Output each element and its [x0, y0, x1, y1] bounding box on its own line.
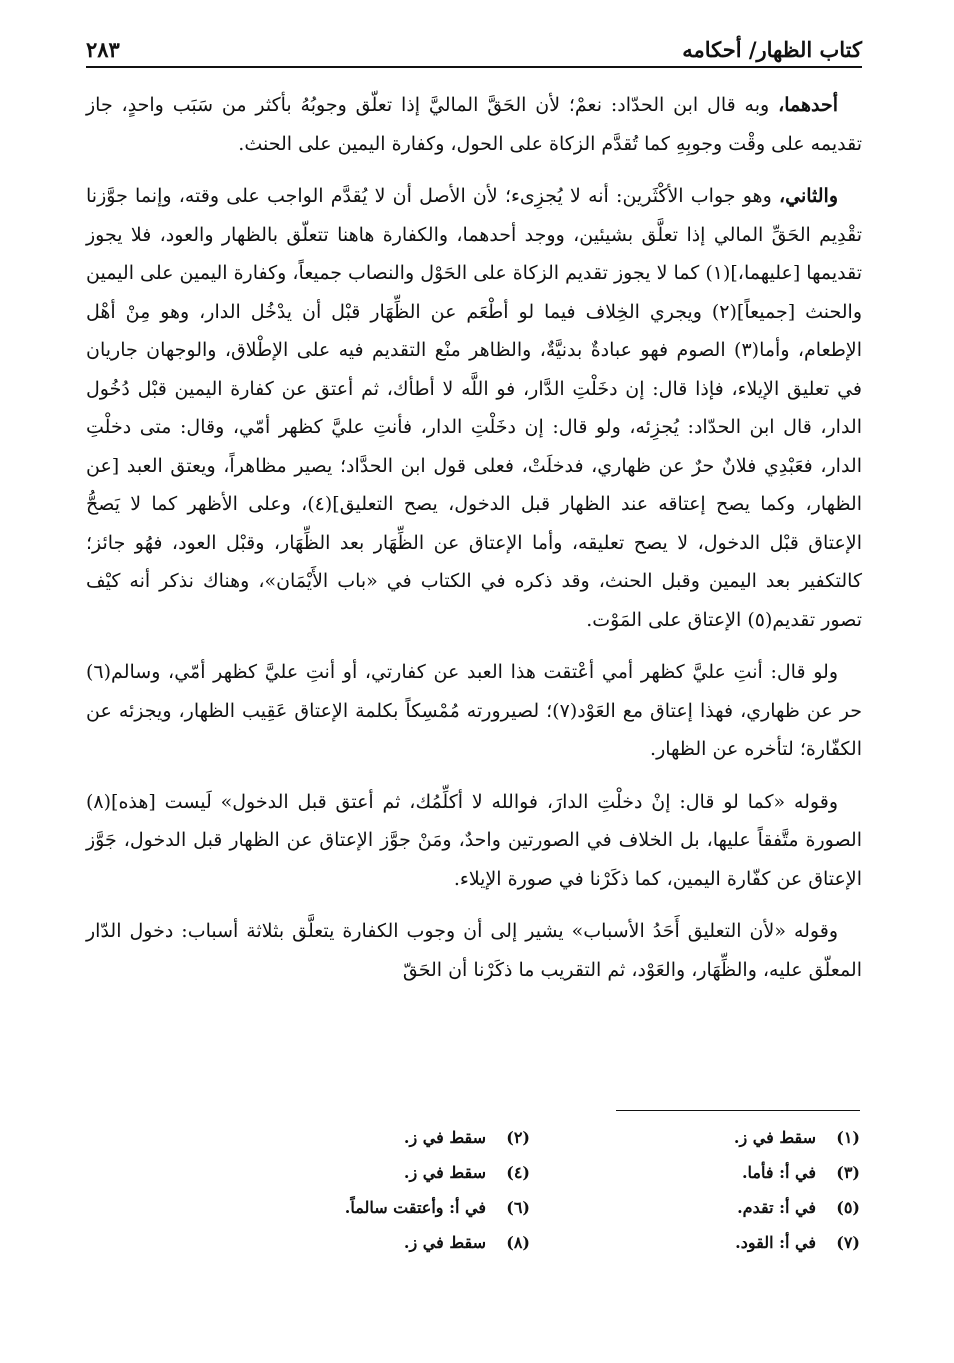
footnote-text: سقط في ز. — [403, 1163, 486, 1182]
footnote-number: (٨) — [506, 1233, 530, 1252]
paragraph-text: وقوله «كما لو قال: إنْ دخلْتِ الدارَ، فوالله لا أكلِّمُك، ثم أعتق قبل الدخول» لَيست [هذه](٨) الصورة متَّفقاً عليها، بل الخلاف في الصورتين واحدٌ، ومَنْ جوَّز الإعتاق عن الظهار قبل الدخول، جَوَّز الإعتاق عن كفّارة اليمين، كما ذكَرْنا في صورة الإيلاء. — [86, 790, 862, 890]
footnote — [200, 1227, 530, 1258]
footnote — [200, 1157, 530, 1188]
footnote-number: (٢) — [506, 1128, 530, 1147]
footnote-text: في أ: فأما. — [741, 1163, 816, 1182]
footnote-text: في أ: تقدم. — [737, 1198, 816, 1217]
paragraph-text: وهو جواب الأكْثَرين: أنه لا يُجزِىء؛ لأن الأصل أن لا يُقدَّم الواجب على وقته، وإنما جوَّزنا تقْدِيم الحَقِّ المالي إذا تعلَّق بشيئين، ووجد أحدهما، والكفارة هاهنا تتعلّق بالظهار والعود، فلا يجوز تقديمها [عليهما،](١) كما لا يجوز تقديم الزكاة على الحَوْل والنصاب جميعاً، وكفارة اليمين على اليمين والحنث [جميعاً](٢) ويجري الخِلاف فيما لو أطْعَم عن الظِّهَار قبْل أن يدْخُل الدار، وهو مِنْ أهْل الإطعام، وأما(٣) الصوم فهو عبادةٌ بدنيَّةٌ، والظاهر منْع التقديم فيه على الإطْلاق، والوجهان جاريان في تعليق الإيلاء، فإذا قال: إن دخَلْتِ الدَّار، فو اللَّه لا أطأك، ثم أعتق عن كفارة اليمين قبْل دُخُول الدار، قال ابن الحدّاد: يُجزِئه، ولو قال: إن دخَلْتِ الدار، فأنتِ عليَّ كظهر أمّي، وقال: متى دخلْتِ الدار، فعَبْدِي فلانٌ حرٌ عن ظهاري، فدخلَتْ، فعلى قول ابن الحدَّاد؛ يصير مظاهراً، ويعتق العبد [عن الظهار، وكما يصح إعتاقه عند الظهار قبل الدخول، يصح التعليق](٤)، وعلى الأظهر كما لا يَصحُّ الإعتاق قبْل الدخول، لا يصح تعليقه، وأما الإعتاق عن الظِّهَار بعد الظِّهَار، وقبْل العود، فهُو جائز؛ كالتكفير بعد اليمين وقبل الحنث، وقد ذكره في الكتاب في «باب الأَيْمَان»، وهناك نذكر أنه كيْف تصور تقديم(٥) الإعتاق على المَوْت. — [86, 185, 863, 631]
header-rule — [86, 66, 862, 68]
footnote-text: سقط في ز. — [403, 1233, 486, 1252]
body-text — [86, 86, 862, 1003]
footnote-text: سقط في ز. — [733, 1128, 816, 1147]
page-number: ٢٨٣ — [86, 37, 120, 62]
paragraph-text: ولو قال: أنتِ عليَّ كظهر أمي أعْتقت هذا العبد عن كفارتي، أو أنتِ عليَّ كظهر أمّي، وسالم(٦) حر عن ظهاري، فهذا إعتاق مع العَوْد(٧)؛ لصيرورته مُمْسِكاً بكلمة الإعتاق عَقِيب الظهار، ويجزئه عن الكفّارة؛ لتأخره عن الظهار. — [86, 661, 862, 760]
footnote — [530, 1157, 860, 1188]
footnote — [200, 1192, 530, 1223]
footnote-text: في أ: القود. — [735, 1233, 816, 1252]
paragraph-text: وقوله «لأن التعليق أَحَدُ الأسباب» يشير إلى أن وجوب الكفارة يتعلَّق بثلاثة أسباب: دخول الدّار المعلّق عليه، والظِّهَار، والعَوْد، ثم التقريب ما ذكَرْنا أن الحَقّ — [86, 920, 862, 981]
footnote-number: (٦) — [506, 1198, 530, 1217]
footnote — [530, 1192, 860, 1223]
footnote — [530, 1122, 860, 1153]
paragraph — [86, 653, 862, 769]
footnote-number: (١) — [836, 1128, 860, 1147]
header-title: كتاب الظهار/ أحكامه — [682, 37, 862, 62]
paragraph — [86, 912, 862, 989]
footnotes — [200, 1122, 860, 1258]
footnote-rule — [616, 1110, 860, 1111]
footnote-text: سقط في ز. — [403, 1128, 486, 1147]
footnote — [200, 1122, 530, 1153]
footnote-number: (٣) — [836, 1163, 860, 1182]
paragraph — [86, 86, 862, 163]
paragraph — [86, 783, 862, 899]
footnote-number: (٥) — [836, 1198, 860, 1217]
paragraph-text: وبه قال ابن الحدّاد: نعمْ؛ لأن الحَقَّ الماليَّ إذا تعلّق وجوبُهُ بأكثر من سَبَب واحدٍ، جاز تقديمه على وقْت وجوبِهِ كما تُقدَّم الزكاة على الحول، وكفارة اليمين على الحنث. — [86, 94, 862, 155]
footnote-text: في أ: وأعتقت سالماً. — [344, 1198, 486, 1217]
paragraph-lead: أحدهما، — [778, 94, 838, 116]
footnote-number: (٧) — [836, 1233, 860, 1252]
paragraph — [86, 177, 862, 639]
paragraph-lead: والثاني، — [778, 185, 838, 207]
footnote — [530, 1227, 860, 1258]
footnote-number: (٤) — [506, 1163, 530, 1182]
running-header — [86, 22, 862, 62]
